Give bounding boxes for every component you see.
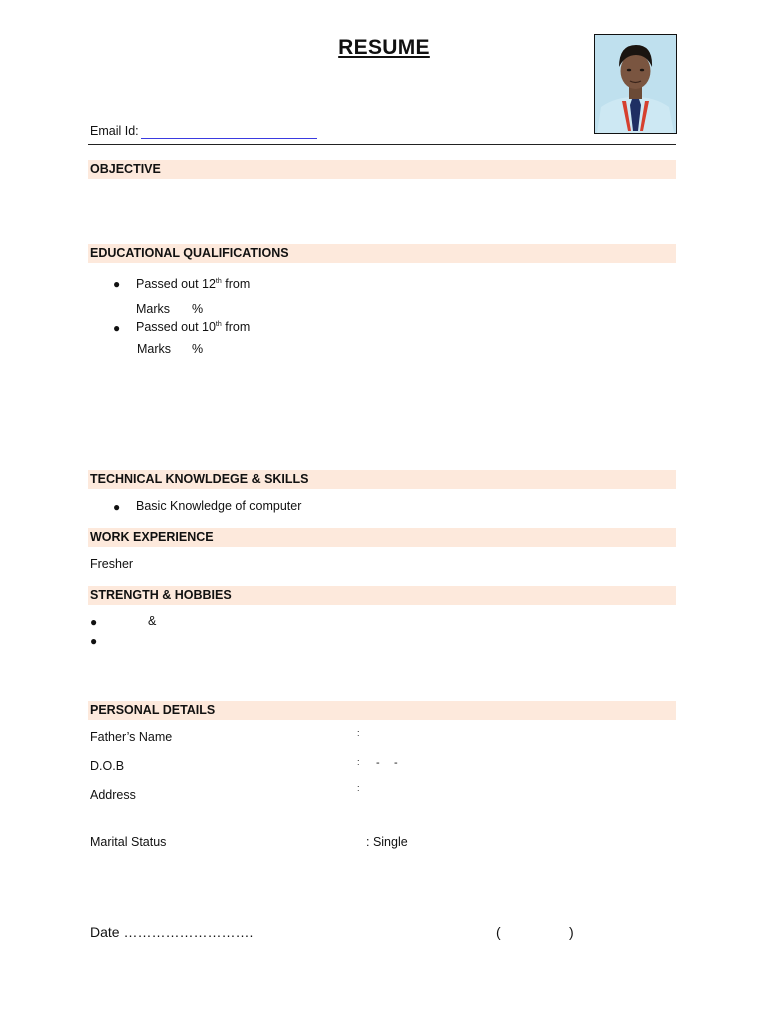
education-12th-marks-label: Marks [136,302,171,316]
section-heading-work: WORK EXPERIENCE [90,530,214,544]
bullet-icon: ● [90,634,98,648]
resume-title: RESUME [338,36,430,59]
education-item-12th-text: Passed out 12 [136,277,216,291]
father-name-separator: : [357,728,360,738]
bullet-icon: ● [113,321,121,335]
section-technical [88,470,676,489]
address-separator: : [357,783,360,793]
education-item-10th-from: from [221,320,251,334]
dob-dash: - [394,757,398,769]
email-field-line [141,138,317,139]
marital-status-value: : Single [366,835,408,849]
date-line: Date ………………………. [90,924,254,940]
education-item-10th-sup: th [215,320,222,328]
education-item-12th [136,277,250,291]
education-item-12th-sup: th [215,277,222,285]
father-name-label: Father’s Name [90,730,173,744]
education-10th-percent: % [192,342,204,356]
education-10th-marks-label: Marks [137,342,172,356]
technical-item: Basic Knowledge of computer [136,499,302,513]
education-item-12th-from: from [221,277,251,291]
applicant-photo [594,34,677,134]
education-item-10th-text: Passed out 10 [136,320,216,334]
work-experience-text: Fresher [90,557,134,571]
bullet-icon: ● [90,615,98,629]
section-personal [88,701,676,720]
dob-label: D.O.B [90,759,125,773]
section-strength [88,586,676,605]
dob-dash: - [376,757,380,769]
section-heading-education: EDUCATIONAL QUALIFICATIONS [90,246,289,260]
signature-open-paren: ( [496,924,501,940]
section-heading-strength: STRENGTH & HOBBIES [90,588,232,602]
section-education [88,244,676,263]
email-label: Email Id: [90,124,139,138]
person-illustration [595,35,676,133]
bullet-icon: ● [113,500,121,514]
section-heading-personal: PERSONAL DETAILS [90,703,216,717]
section-heading-technical: TECHNICAL KNOWLDEGE & SKILLS [90,472,309,486]
section-objective [88,160,676,179]
section-heading-objective: OBJECTIVE [90,162,161,176]
address-label: Address [90,788,136,802]
dob-separator: : [357,757,360,767]
marital-status-label: Marital Status [90,835,167,849]
bullet-icon: ● [113,277,121,291]
signature-close-paren: ) [569,924,574,940]
education-item-10th [136,320,250,334]
section-work [88,528,676,547]
education-12th-percent: % [192,302,204,316]
strength-item: & [148,614,157,628]
header-divider [88,144,676,145]
